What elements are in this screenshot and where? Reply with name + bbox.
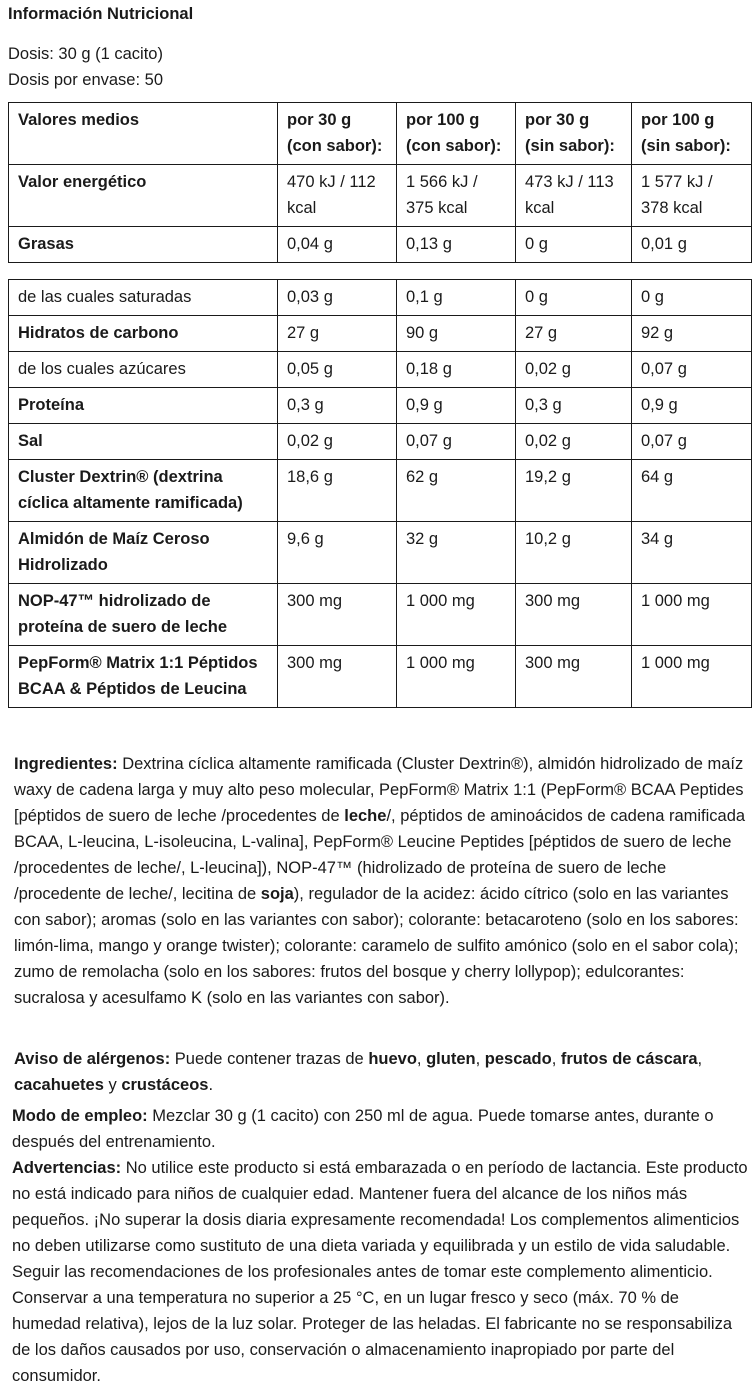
- allergen-item: crustáceos: [121, 1076, 209, 1094]
- value-cell: 0,9 g: [632, 388, 752, 424]
- value-cell: 34 g: [632, 522, 752, 584]
- value-cell: 1 566 kJ / 375 kcal: [397, 165, 516, 227]
- value-cell: 0,07 g: [632, 424, 752, 460]
- warnings-label: Advertencias:: [12, 1159, 122, 1177]
- usage-label: Modo de empleo:: [12, 1107, 148, 1125]
- table-row: [9, 165, 752, 227]
- value-cell: 0,02 g: [278, 424, 397, 460]
- value-cell: 0,02 g: [516, 352, 632, 388]
- table-row: [9, 584, 752, 646]
- value-cell: 0,04 g: [278, 227, 397, 263]
- page-title: Información Nutricional: [8, 5, 194, 23]
- allergens-paragraph: [14, 1046, 752, 1098]
- allergen-item: frutos de cáscara: [560, 1050, 698, 1068]
- row-label: Cluster Dextrin® (dextrina cíclica altamente ramificada): [9, 460, 278, 522]
- ingredients-text: ), regulador de la acidez: ácido cítrico (solo en las variantes con sabor); aromas (solo en las variantes con sabor); colorante: betacaroteno (solo en los sabores: limón-lima, mango y orange twister); colorante: caramelo de sulfito amónico (solo en el sabor cola); zumo de remolacha (solo en los sabores: frutos del bosque y cherry lollypop); edulcorantes: sucralosa y acesulfamo K (solo en las variantes con sabor).: [14, 885, 739, 1007]
- value-cell: 300 mg: [278, 584, 397, 646]
- allergens-text: Puede contener trazas de: [170, 1050, 369, 1068]
- allergen-item: gluten: [426, 1050, 476, 1068]
- value-cell: 473 kJ / 113 kcal: [516, 165, 632, 227]
- table-row: [9, 522, 752, 584]
- separator: y: [103, 1076, 122, 1094]
- value-cell: 1 000 mg: [632, 646, 752, 708]
- warnings-paragraph: [12, 1155, 752, 1389]
- separator: .: [208, 1076, 214, 1094]
- row-label: de las cuales saturadas: [9, 280, 278, 316]
- value-cell: 19,2 g: [516, 460, 632, 522]
- value-cell: 1 000 mg: [397, 646, 516, 708]
- value-cell: 27 g: [516, 316, 632, 352]
- value-cell: 0,05 g: [278, 352, 397, 388]
- value-cell: 300 mg: [278, 646, 397, 708]
- table-row: [9, 424, 752, 460]
- table-row: [9, 646, 752, 708]
- value-cell: 0,18 g: [397, 352, 516, 388]
- allergen-item: cacahuetes: [14, 1076, 104, 1094]
- ingredients-label: Ingredientes:: [14, 755, 118, 773]
- allergen-item: huevo: [368, 1050, 417, 1068]
- table-row: [9, 280, 752, 316]
- table-row: [9, 316, 752, 352]
- header-cell: por 30 g (sin sabor):: [516, 103, 632, 165]
- value-cell: 9,6 g: [278, 522, 397, 584]
- value-cell: 0,03 g: [278, 280, 397, 316]
- allergens-label: Aviso de alérgenos:: [14, 1050, 171, 1068]
- separator: ,: [551, 1050, 561, 1068]
- value-cell: 0,07 g: [632, 352, 752, 388]
- ingredients-text: Dextrina cíclica altamente ramificada (Cluster Dextrin®), almidón hidrolizado de maíz waxy de cadena larga y muy alto peso molecular, PepForm® Matrix 1:1 (PepForm® BCAA Peptides [péptidos de suero de leche /procedentes de: [14, 755, 744, 825]
- value-cell: 0 g: [516, 227, 632, 263]
- row-label: PepForm® Matrix 1:1 Péptidos BCAA & Péptidos de Leucina: [9, 646, 278, 708]
- usage-text: Mezclar 30 g (1 cacito) con 250 ml de agua. Puede tomarse antes, durante o después del entrenamiento.: [12, 1107, 714, 1151]
- row-label: Sal: [9, 424, 278, 460]
- value-cell: 0,13 g: [397, 227, 516, 263]
- nutrition-table-bottom: [8, 279, 752, 708]
- table-row: [9, 352, 752, 388]
- separator: ,: [416, 1050, 427, 1068]
- allergen-highlight: soja: [260, 885, 294, 903]
- value-cell: 92 g: [632, 316, 752, 352]
- ingredients-paragraph: [14, 751, 752, 1011]
- warnings-text: No utilice este producto si está embarazada o en período de lactancia. Este producto no está indicado para niños de cualquier edad. Mantener fuera del alcance de los niños más pequeños. ¡No superar la dosis diaria expresamente recomendada! Los complementos alimenticios no deben utilizarse como sustituto de una dieta variada y equilibrada y un estilo de vida saludable. Seguir las recomendaciones de los profesionales antes de tomar este complemento alimenticio. Conservar a una temperatura no superior a 25 °C, en un lugar fresco y seco (máx. 70 % de humedad relativa), lejos de la luz solar. Proteger de las heladas. El fabricante no se responsabiliza de los daños causados por uso, conservación o almacenamiento inapropiado por parte del consumidor.: [12, 1159, 748, 1385]
- value-cell: 0 g: [632, 280, 752, 316]
- header-cell: Valores medios: [9, 103, 278, 165]
- row-label: Hidratos de carbono: [9, 316, 278, 352]
- row-label: Valor energético: [9, 165, 278, 227]
- table-row: [9, 227, 752, 263]
- value-cell: 62 g: [397, 460, 516, 522]
- value-cell: 10,2 g: [516, 522, 632, 584]
- value-cell: 300 mg: [516, 646, 632, 708]
- row-label: Proteína: [9, 388, 278, 424]
- value-cell: 0,01 g: [632, 227, 752, 263]
- value-cell: 0,07 g: [397, 424, 516, 460]
- value-cell: 0,1 g: [397, 280, 516, 316]
- value-cell: 1 000 mg: [397, 584, 516, 646]
- value-cell: 0 g: [516, 280, 632, 316]
- value-cell: 90 g: [397, 316, 516, 352]
- value-cell: 300 mg: [516, 584, 632, 646]
- nutrition-table-top: [8, 102, 752, 263]
- header-cell: por 100 g (sin sabor):: [632, 103, 752, 165]
- value-cell: 32 g: [397, 522, 516, 584]
- servings-info: Dosis por envase: 50: [8, 71, 164, 89]
- value-cell: 27 g: [278, 316, 397, 352]
- value-cell: 0,3 g: [278, 388, 397, 424]
- value-cell: 0,3 g: [516, 388, 632, 424]
- allergen-highlight: leche: [344, 807, 387, 825]
- header-cell: por 30 g (con sabor):: [278, 103, 397, 165]
- dose-info: Dosis: 30 g (1 cacito): [8, 45, 163, 63]
- value-cell: 1 000 mg: [632, 584, 752, 646]
- header-cell: por 100 g (con sabor):: [397, 103, 516, 165]
- value-cell: 64 g: [632, 460, 752, 522]
- value-cell: 1 577 kJ / 378 kcal: [632, 165, 752, 227]
- allergen-item: pescado: [484, 1050, 552, 1068]
- usage-paragraph: [12, 1103, 752, 1155]
- value-cell: 0,9 g: [397, 388, 516, 424]
- ingredients-text: /, péptidos de aminoácidos de cadena ramificada BCAA, L-leucina, L-isoleucina, L-valina], PepForm® Leucine Peptides [péptidos de suero de leche /procedentes de leche/, L-leucina]), NOP-47™ (hidrolizado de proteína de suero de leche /procedente de leche/, lecitina de: [14, 807, 746, 903]
- row-label: NOP-47™ hidrolizado de proteína de suero de leche: [9, 584, 278, 646]
- value-cell: 0,02 g: [516, 424, 632, 460]
- separator: ,: [475, 1050, 485, 1068]
- value-cell: 18,6 g: [278, 460, 397, 522]
- table-row: [9, 388, 752, 424]
- row-label: Almidón de Maíz Ceroso Hidrolizado: [9, 522, 278, 584]
- row-label: de los cuales azúcares: [9, 352, 278, 388]
- separator: ,: [697, 1050, 703, 1068]
- table-row: [9, 460, 752, 522]
- row-label: Grasas: [9, 227, 278, 263]
- table-header-row: [9, 103, 752, 165]
- value-cell: 470 kJ / 112 kcal: [278, 165, 397, 227]
